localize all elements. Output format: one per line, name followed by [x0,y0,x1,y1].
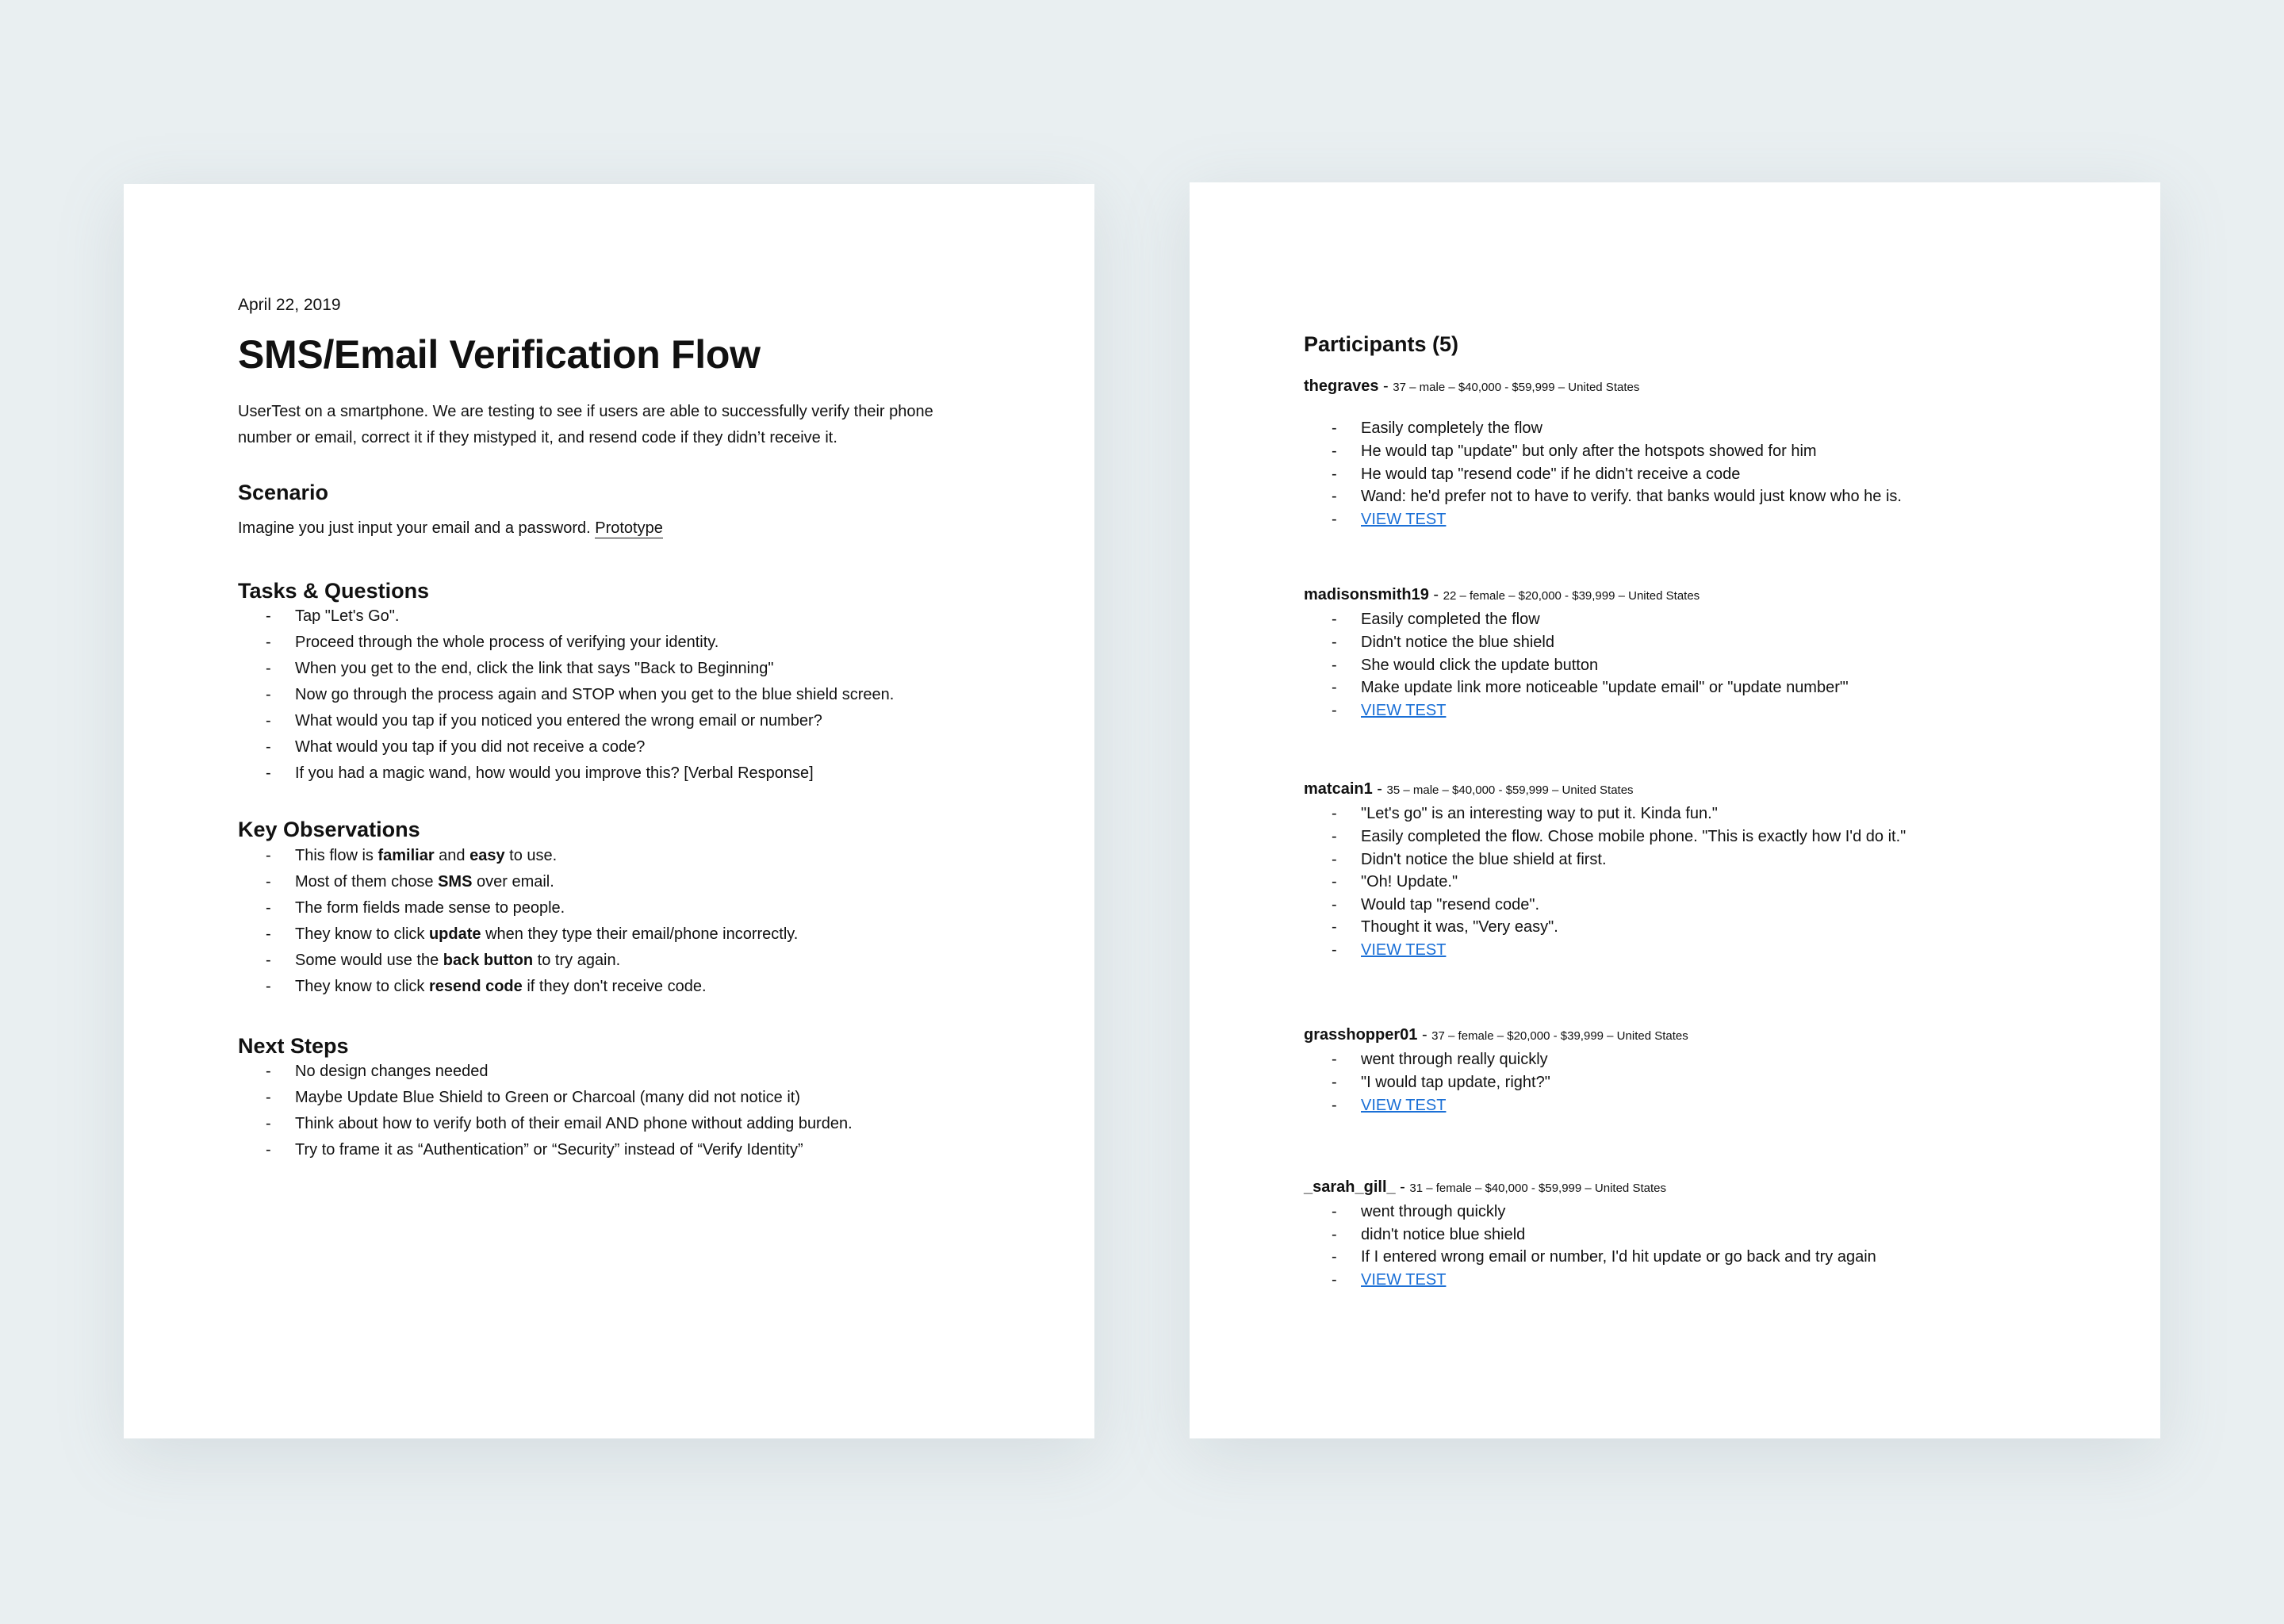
scenario-paragraph [238,518,1094,538]
task-item: - If you had a magic wand, how would you improve this? [Verbal Response] [238,760,1094,787]
task-item: - Now go through the process again and STOP when you get to the blue shield screen. [238,682,1094,708]
participants-list [1304,376,2160,1291]
tasks-list [238,603,1094,787]
observation-emphasis: back button [443,951,534,969]
participant-note: - "I would tap update, right?" [1304,1071,2160,1094]
observation-item [238,974,1094,1000]
participant-block [1304,376,2160,530]
view-test-item [1304,508,2160,531]
participant-block [1304,584,2160,722]
participant-notes-list [1304,608,2160,722]
participant-demographics: 35 – male – $40,000 - $59,999 – United States [1386,783,1634,798]
participant-notes-list [1304,1201,2160,1291]
participant-header [1304,376,2160,398]
scenario-heading: Scenario [238,480,329,504]
participant-separator: - [1372,780,1387,799]
view-test-link[interactable]: VIEW TEST [1361,940,1447,959]
participant-note: - He would tap "resend code" if he didn't receive a code [1304,463,2160,486]
participant-note: - Thought it was, "Very easy". [1304,916,2160,939]
document-page-participants [1190,182,2160,1438]
task-item: - Tap "Let's Go". [238,603,1094,630]
view-test-link[interactable]: VIEW TEST [1361,510,1447,528]
observation-item [238,843,1094,869]
participant-note: - Wand: he'd prefer not to have to verify. that banks would just know who he is. [1304,485,2160,508]
participant-header [1304,584,2160,607]
observation-text: and [434,846,470,864]
observation-text: They know to click [295,977,429,995]
participant-note: - went through really quickly [1304,1048,2160,1071]
participants-heading: Participants (5) [1304,332,1459,356]
observation-item [238,869,1094,895]
participant-header [1304,779,2160,801]
next-step-item: - Maybe Update Blue Shield to Green or Charcoal (many did not notice it) [238,1085,1094,1111]
participant-note: - She would click the update button [1304,654,2160,677]
participant-note: - didn't notice blue shield [1304,1224,2160,1247]
task-item: - What would you tap if you did not receive a code? [238,734,1094,760]
document-page-summary [124,184,1094,1438]
participant-block [1304,779,2160,961]
observation-text: This flow is [295,846,378,864]
observation-text: if they don't receive code. [522,977,707,995]
observation-emphasis: SMS [438,872,473,891]
observation-text: when they type their email/phone incorrectly. [481,925,799,943]
observation-emphasis: easy [469,846,505,864]
participant-separator: - [1428,586,1443,604]
view-test-link[interactable]: VIEW TEST [1361,1096,1447,1114]
task-item: - Proceed through the whole process of verifying your identity. [238,630,1094,656]
observation-item [238,895,1094,921]
participant-note: - Didn't notice the blue shield at first. [1304,848,2160,871]
participant-separator: - [1417,1026,1432,1044]
participant-header [1304,1025,2160,1047]
next-steps-heading: Next Steps [238,1033,349,1058]
participant-note: - If I entered wrong email or number, I'd hit update or go back and try again [1304,1246,2160,1269]
observation-emphasis: resend code [428,977,523,995]
observation-text: The form fields made sense to people. [295,898,565,917]
document-date: April 22, 2019 [238,296,341,314]
participant-notes-list [1304,1048,2160,1116]
participant-notes-list [1304,802,2160,961]
participant-header [1304,1177,2160,1199]
next-step-item: - Think about how to verify both of their email AND phone without adding burden. [238,1111,1094,1137]
observation-text: to use. [504,846,558,864]
participant-name: madisonsmith19 [1304,586,1429,604]
next-step-item: - Try to frame it as “Authentication” or “Security” instead of “Verify Identity” [238,1137,1094,1163]
participant-notes-list [1304,417,2160,530]
task-item: - When you get to the end, click the link that says "Back to Beginning" [238,656,1094,682]
view-test-link[interactable]: VIEW TEST [1361,701,1447,719]
participant-name: _sarah_gill_ [1304,1178,1396,1197]
participant-note: - went through quickly [1304,1201,2160,1224]
participant-name: grasshopper01 [1304,1026,1418,1044]
participant-demographics: 31 – female – $40,000 - $59,999 – United States [1409,1182,1666,1196]
participant-note: - Would tap "resend code". [1304,894,2160,917]
observation-text: Most of them chose [295,872,439,891]
observation-text: They know to click [295,925,429,943]
observations-list [238,843,1094,1000]
participant-note: - Easily completely the flow [1304,417,2160,440]
view-test-item [1304,1269,2160,1292]
participant-note: - Easily completed the flow. Chose mobile phone. "This is exactly how I'd do it." [1304,825,2160,848]
participant-separator: - [1378,377,1393,396]
participant-demographics: 22 – female – $20,000 - $39,999 – United States [1443,589,1700,603]
tasks-heading: Tasks & Questions [238,579,430,603]
participant-demographics: 37 – male – $40,000 - $59,999 – United States [1393,381,1640,395]
participant-separator: - [1395,1178,1410,1197]
view-test-item [1304,699,2160,722]
observation-item [238,921,1094,948]
view-test-item [1304,1094,2160,1117]
participant-note: - "Let's go" is an interesting way to put it. Kinda fun." [1304,802,2160,825]
participant-note: - Easily completed the flow [1304,608,2160,631]
task-item: - What would you tap if you noticed you entered the wrong email or number? [238,708,1094,734]
observation-text: over email. [472,872,554,891]
observation-emphasis: familiar [377,846,435,864]
next-steps-list [238,1059,1094,1163]
participant-block [1304,1025,2160,1116]
participant-block [1304,1177,2160,1291]
observation-emphasis: update [428,925,481,943]
participant-note: - Make update link more noticeable "update email" or "update number"' [1304,676,2160,699]
participant-name: thegraves [1304,377,1379,396]
participant-demographics: 37 – female – $20,000 - $39,999 – United States [1431,1029,1688,1044]
participant-note: - "Oh! Update." [1304,871,2160,894]
scenario-text: Imagine you just input your email and a password. [238,519,591,538]
observation-text: to try again. [533,951,621,969]
view-test-item [1304,939,2160,962]
prototype-link[interactable]: Prototype [595,519,663,538]
observations-heading: Key Observations [238,818,420,842]
intro-paragraph: UserTest on a smartphone. We are testing to see if users are able to successfully verify their phone number or email, correct it if they mistyped it, and resend code if they didn’t receive it. [238,402,933,446]
participant-note: - He would tap "update" but only after the hotspots showed for him [1304,440,2160,463]
observation-item [238,948,1094,974]
participant-note: - Didn't notice the blue shield [1304,631,2160,654]
participant-name: matcain1 [1304,780,1373,799]
page-title: SMS/Email Verification Flow [238,332,761,377]
observation-text: Some would use the [295,951,443,969]
next-step-item: - No design changes needed [238,1059,1094,1085]
view-test-link[interactable]: VIEW TEST [1361,1271,1447,1289]
